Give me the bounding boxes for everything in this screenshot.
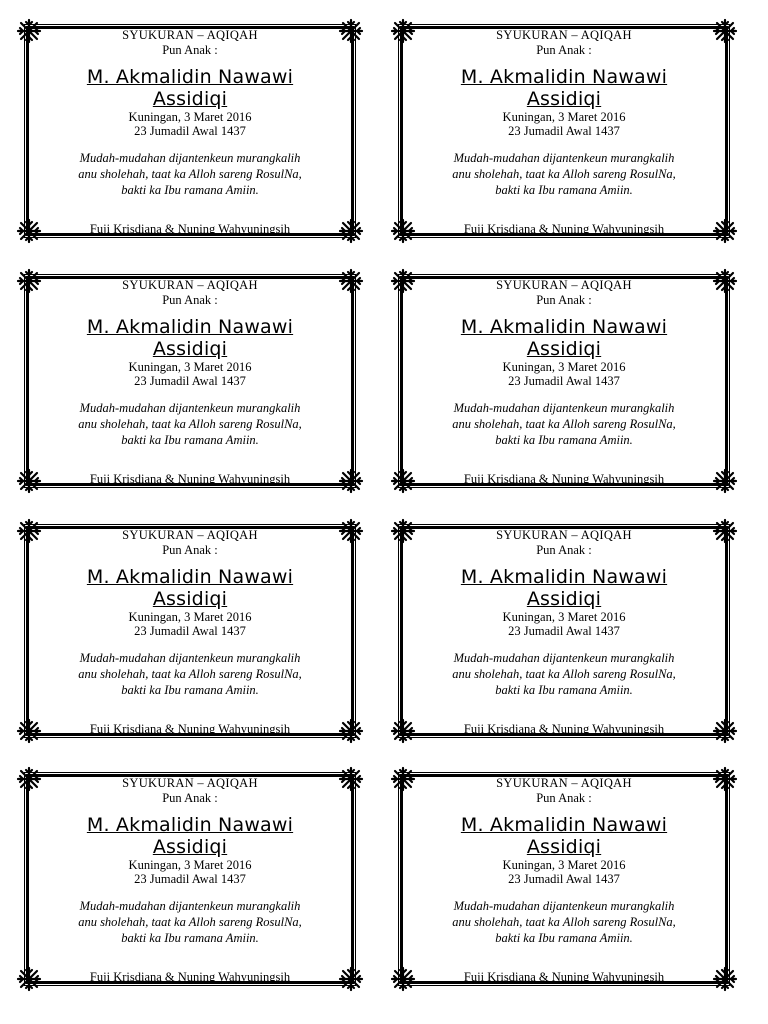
corner-ornament-top-right — [334, 514, 368, 548]
event-heading: SYUKURAN – AQIQAH — [122, 528, 258, 542]
hijri-date: 23 Jumadil Awal 1437 — [134, 124, 246, 138]
corner-ornament-top-right — [708, 514, 742, 548]
event-heading: SYUKURAN – AQIQAH — [496, 28, 632, 42]
prayer-text — [42, 898, 338, 946]
prayer-text — [42, 650, 338, 698]
prayer-line-1: Mudah-mudahan dijantenkeun murangkalih — [79, 899, 301, 913]
prayer-line-1: Mudah-mudahan dijantenkeun murangkalih — [79, 651, 301, 665]
subheading: Pun Anak : — [162, 293, 218, 307]
child-name-line-2: Assidiqi — [526, 338, 602, 360]
aqiqah-label-card — [386, 264, 742, 498]
child-name — [42, 316, 338, 360]
subheading: Pun Anak : — [536, 43, 592, 57]
card-content — [42, 776, 338, 946]
child-name — [42, 566, 338, 610]
snowflake-icon — [708, 762, 742, 796]
prayer-text — [416, 400, 712, 448]
prayer-text — [42, 400, 338, 448]
card-content — [416, 776, 712, 946]
corner-ornament-top-left — [386, 264, 420, 298]
prayer-line-2: anu sholehah, taat ka Alloh sareng RosulNa, — [78, 417, 302, 431]
prayer-line-3: bakti ka Ibu ramana Amiin. — [495, 683, 633, 697]
corner-ornament-top-right — [334, 264, 368, 298]
snowflake-icon — [386, 514, 420, 548]
event-heading: SYUKURAN – AQIQAH — [496, 278, 632, 292]
prayer-line-1: Mudah-mudahan dijantenkeun murangkalih — [453, 651, 675, 665]
prayer-line-3: bakti ka Ibu ramana Amiin. — [121, 683, 259, 697]
prayer-text — [416, 898, 712, 946]
place-date: Kuningan, 3 Maret 2016 — [502, 610, 626, 624]
place-date: Kuningan, 3 Maret 2016 — [128, 360, 252, 374]
hijri-date: 23 Jumadil Awal 1437 — [508, 124, 620, 138]
corner-ornament-top-left — [386, 762, 420, 796]
prayer-text — [416, 150, 712, 198]
corner-ornament-top-left — [386, 14, 420, 48]
event-heading: SYUKURAN – AQIQAH — [496, 776, 632, 790]
child-name-line-2: Assidiqi — [526, 88, 602, 110]
child-name-line-2: Assidiqi — [526, 836, 602, 858]
child-name-line-2: Assidiqi — [152, 588, 228, 610]
prayer-line-2: anu sholehah, taat ka Alloh sareng RosulNa, — [78, 667, 302, 681]
snowflake-icon — [386, 264, 420, 298]
event-heading: SYUKURAN – AQIQAH — [122, 28, 258, 42]
child-name — [42, 66, 338, 110]
aqiqah-label-card — [12, 264, 368, 498]
prayer-line-3: bakti ka Ibu ramana Amiin. — [121, 931, 259, 945]
parents-names: Fuji Krisdiana & Nuning Wahyuningsih — [463, 222, 665, 236]
child-name-line-2: Assidiqi — [526, 588, 602, 610]
child-name — [416, 66, 712, 110]
prayer-line-1: Mudah-mudahan dijantenkeun murangkalih — [79, 401, 301, 415]
aqiqah-label-card — [12, 514, 368, 748]
prayer-line-1: Mudah-mudahan dijantenkeun murangkalih — [453, 151, 675, 165]
prayer-line-2: anu sholehah, taat ka Alloh sareng RosulNa, — [452, 915, 676, 929]
place-date: Kuningan, 3 Maret 2016 — [502, 110, 626, 124]
prayer-text — [416, 650, 712, 698]
parents-names: Fuji Krisdiana & Nuning Wahyuningsih — [89, 472, 291, 486]
aqiqah-label-card — [12, 14, 368, 248]
snowflake-icon — [386, 14, 420, 48]
snowflake-icon — [334, 514, 368, 548]
corner-ornament-top-left — [386, 514, 420, 548]
snowflake-icon — [12, 264, 46, 298]
prayer-line-3: bakti ka Ibu ramana Amiin. — [121, 433, 259, 447]
corner-ornament-top-right — [708, 264, 742, 298]
hijri-date: 23 Jumadil Awal 1437 — [134, 872, 246, 886]
card-content — [416, 528, 712, 698]
subheading: Pun Anak : — [162, 43, 218, 57]
parents-names: Fuji Krisdiana & Nuning Wahyuningsih — [89, 222, 291, 236]
hijri-date: 23 Jumadil Awal 1437 — [134, 624, 246, 638]
card-content — [42, 28, 338, 198]
aqiqah-label-card — [12, 762, 368, 996]
corner-ornament-top-left — [12, 514, 46, 548]
prayer-line-2: anu sholehah, taat ka Alloh sareng RosulNa, — [78, 915, 302, 929]
prayer-line-2: anu sholehah, taat ka Alloh sareng RosulNa, — [452, 167, 676, 181]
prayer-line-3: bakti ka Ibu ramana Amiin. — [121, 183, 259, 197]
corner-ornament-top-right — [334, 762, 368, 796]
prayer-line-2: anu sholehah, taat ka Alloh sareng RosulNa, — [452, 667, 676, 681]
snowflake-icon — [708, 264, 742, 298]
snowflake-icon — [708, 514, 742, 548]
child-name-line-2: Assidiqi — [152, 88, 228, 110]
event-heading: SYUKURAN – AQIQAH — [122, 776, 258, 790]
prayer-line-3: bakti ka Ibu ramana Amiin. — [495, 433, 633, 447]
parents-names: Fuji Krisdiana & Nuning Wahyuningsih — [89, 970, 291, 984]
card-content — [416, 278, 712, 448]
place-date: Kuningan, 3 Maret 2016 — [502, 360, 626, 374]
child-name-line-2: Assidiqi — [152, 836, 228, 858]
aqiqah-label-card — [386, 762, 742, 996]
child-name-line-1: M. Akmalidin Nawawi — [460, 316, 668, 338]
aqiqah-label-card — [386, 514, 742, 748]
child-name-line-1: M. Akmalidin Nawawi — [86, 66, 294, 88]
child-name — [416, 566, 712, 610]
snowflake-icon — [386, 762, 420, 796]
snowflake-icon — [12, 14, 46, 48]
aqiqah-label-card — [386, 14, 742, 248]
card-content — [42, 278, 338, 448]
prayer-line-3: bakti ka Ibu ramana Amiin. — [495, 931, 633, 945]
prayer-line-2: anu sholehah, taat ka Alloh sareng RosulNa, — [78, 167, 302, 181]
snowflake-icon — [334, 14, 368, 48]
child-name-line-1: M. Akmalidin Nawawi — [460, 566, 668, 588]
place-date: Kuningan, 3 Maret 2016 — [128, 858, 252, 872]
prayer-text — [42, 150, 338, 198]
hijri-date: 23 Jumadil Awal 1437 — [508, 374, 620, 388]
prayer-line-1: Mudah-mudahan dijantenkeun murangkalih — [79, 151, 301, 165]
corner-ornament-top-left — [12, 14, 46, 48]
parents-names: Fuji Krisdiana & Nuning Wahyuningsih — [463, 722, 665, 736]
corner-ornament-top-right — [708, 14, 742, 48]
prayer-line-3: bakti ka Ibu ramana Amiin. — [495, 183, 633, 197]
corner-ornament-top-left — [12, 762, 46, 796]
snowflake-icon — [12, 514, 46, 548]
child-name — [42, 814, 338, 858]
event-heading: SYUKURAN – AQIQAH — [496, 528, 632, 542]
subheading: Pun Anak : — [536, 791, 592, 805]
child-name — [416, 814, 712, 858]
snowflake-icon — [334, 762, 368, 796]
place-date: Kuningan, 3 Maret 2016 — [502, 858, 626, 872]
card-content — [416, 28, 712, 198]
child-name-line-1: M. Akmalidin Nawawi — [460, 66, 668, 88]
snowflake-icon — [12, 762, 46, 796]
child-name-line-1: M. Akmalidin Nawawi — [86, 814, 294, 836]
child-name-line-1: M. Akmalidin Nawawi — [86, 566, 294, 588]
snowflake-icon — [708, 14, 742, 48]
prayer-line-1: Mudah-mudahan dijantenkeun murangkalih — [453, 899, 675, 913]
parents-names: Fuji Krisdiana & Nuning Wahyuningsih — [89, 722, 291, 736]
hijri-date: 23 Jumadil Awal 1437 — [508, 624, 620, 638]
subheading: Pun Anak : — [536, 293, 592, 307]
place-date: Kuningan, 3 Maret 2016 — [128, 110, 252, 124]
subheading: Pun Anak : — [536, 543, 592, 557]
hijri-date: 23 Jumadil Awal 1437 — [508, 872, 620, 886]
corner-ornament-top-right — [334, 14, 368, 48]
subheading: Pun Anak : — [162, 543, 218, 557]
corner-ornament-top-right — [708, 762, 742, 796]
hijri-date: 23 Jumadil Awal 1437 — [134, 374, 246, 388]
event-heading: SYUKURAN – AQIQAH — [122, 278, 258, 292]
child-name — [416, 316, 712, 360]
corner-ornament-top-left — [12, 264, 46, 298]
card-content — [42, 528, 338, 698]
child-name-line-1: M. Akmalidin Nawawi — [460, 814, 668, 836]
prayer-line-2: anu sholehah, taat ka Alloh sareng RosulNa, — [452, 417, 676, 431]
snowflake-icon — [334, 264, 368, 298]
subheading: Pun Anak : — [162, 791, 218, 805]
child-name-line-2: Assidiqi — [152, 338, 228, 360]
parents-names: Fuji Krisdiana & Nuning Wahyuningsih — [463, 472, 665, 486]
prayer-line-1: Mudah-mudahan dijantenkeun murangkalih — [453, 401, 675, 415]
place-date: Kuningan, 3 Maret 2016 — [128, 610, 252, 624]
parents-names: Fuji Krisdiana & Nuning Wahyuningsih — [463, 970, 665, 984]
child-name-line-1: M. Akmalidin Nawawi — [86, 316, 294, 338]
